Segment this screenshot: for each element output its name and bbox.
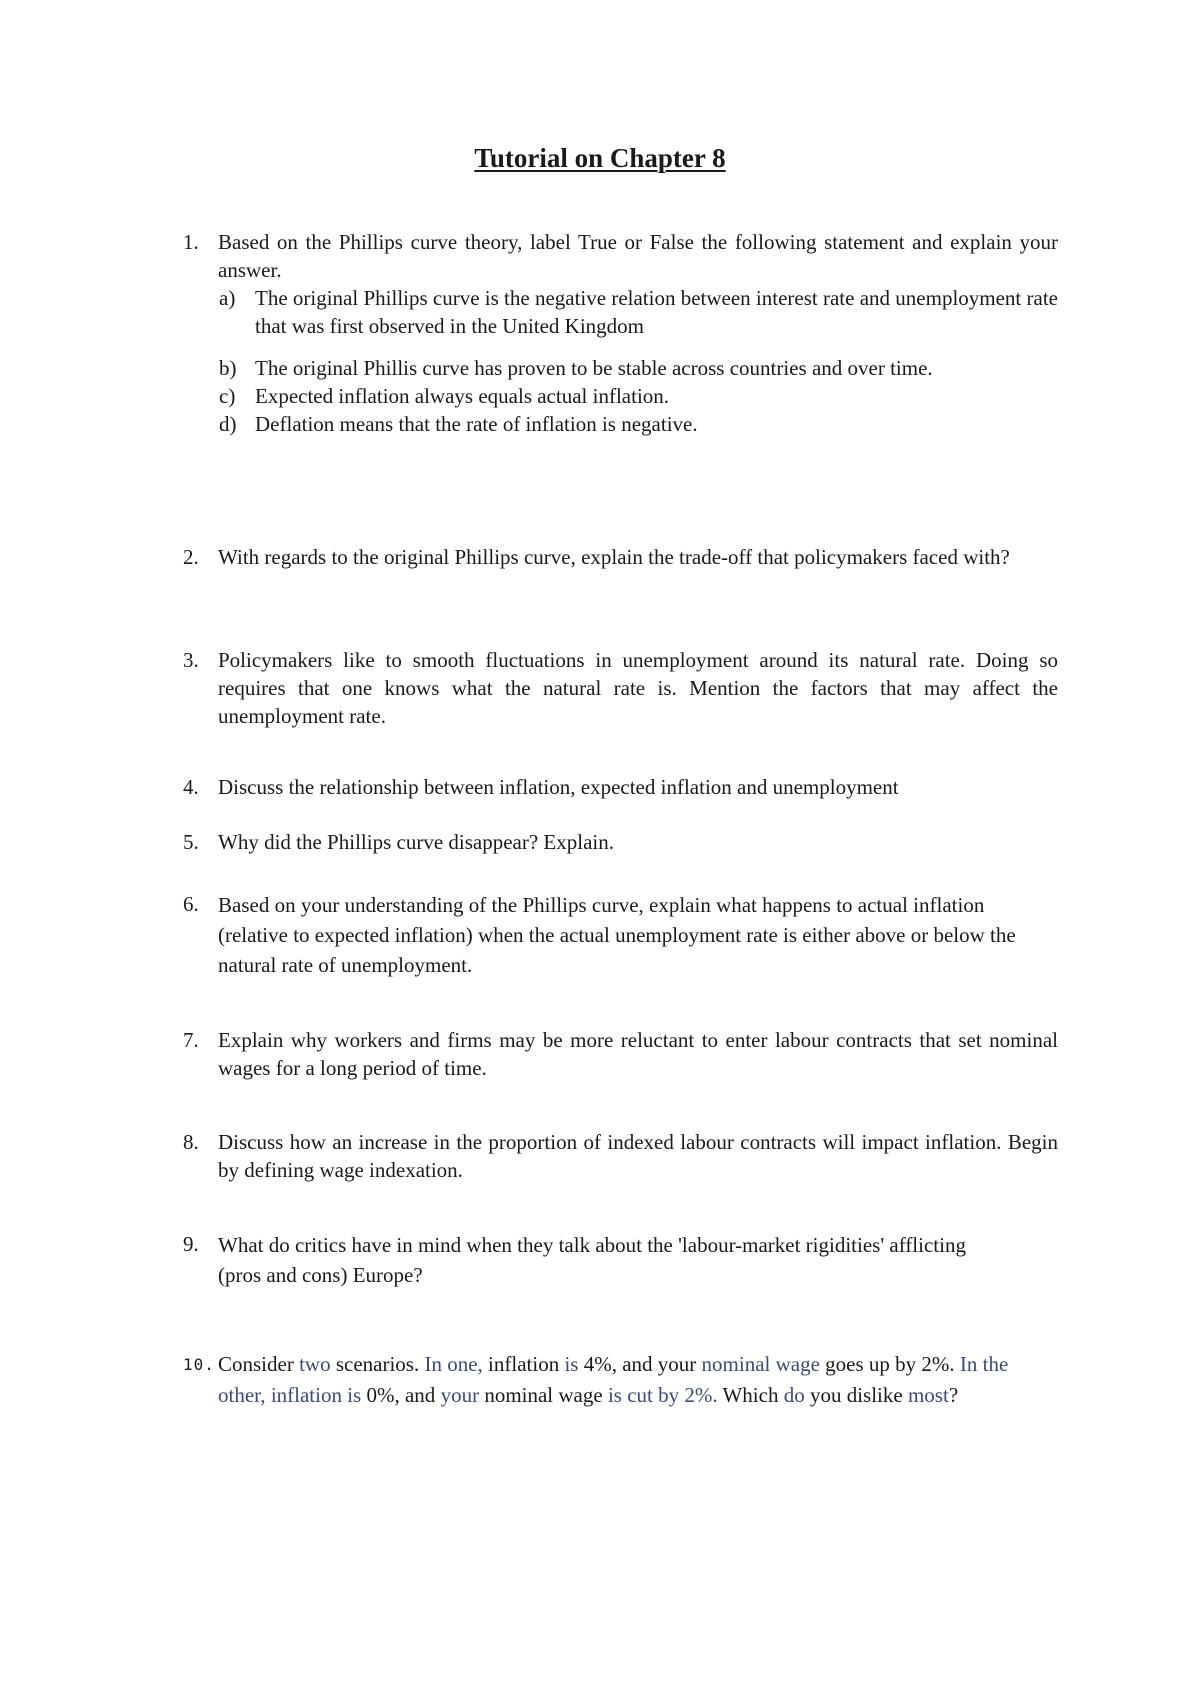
q10-part: inflation [270,1383,342,1407]
q10-part: In the other, [218,1352,1009,1407]
q10-part: two [299,1352,331,1376]
question-text: Explain why workers and firms may be more reluctant to enter labour contracts that set nominal wages for a long period of time. [218,1028,1058,1080]
q10-part: ? [948,1383,959,1407]
question-5 [183,828,1058,856]
question-4 [183,773,1058,801]
q10-part: inflation [482,1352,565,1376]
question-number: 8. [183,1130,199,1154]
question-1 [183,228,1058,438]
sub-item-label: a) [219,286,236,310]
question-6 [183,890,1043,980]
sub-item-text: The original Phillis curve has proven to be stable across countries and over time. [255,356,933,380]
q10-part: do [783,1383,805,1407]
q10-part: is [564,1352,579,1376]
question-2 [183,543,1058,571]
sub-item-b [219,354,1058,382]
q10-part: Consider [218,1352,300,1376]
sub-item-text: Deflation means that the rate of inflation is negative. [255,412,698,436]
q10-part: scenarios. [330,1352,425,1376]
question-8 [183,1128,1058,1184]
question-text: Based on the Phillips curve theory, label True or False the following statement and explain your answer. [218,230,1058,282]
question-text: Based on your understanding of the Phillips curve, explain what happens to actual inflation (relative to expected inflation) when the actual unemployment rate is either above or below the natural rate of unemployment. [218,893,1016,977]
q10-part: 4%, and your [578,1352,702,1376]
q10-part: nominal wage [701,1352,820,1376]
question-text [218,1349,1051,1411]
q10-part: 0%, and [361,1383,441,1407]
q10-part: goes up by 2%. [819,1352,960,1376]
sub-item-text: The original Phillips curve is the negative relation between interest rate and unemployment rate that was first observed in the United Kingdom [255,286,1058,338]
question-number: 3. [183,648,199,672]
question-number: 4. [183,775,199,799]
question-number: 1. [183,230,199,254]
question-text: Why did the Phillips curve disappear? Explain. [218,830,614,854]
sub-item-a [219,284,1058,340]
q10-part: your [440,1383,480,1407]
question-text: Discuss how an increase in the proportion of indexed labour contracts will impact inflation. Begin by defining wage indexation. [218,1130,1058,1182]
question-number: 7. [183,1028,199,1052]
sub-item-text: Expected inflation always equals actual inflation. [255,384,670,408]
sub-item-c [219,382,1058,410]
question-text: Discuss the relationship between inflation, expected inflation and unemployment [218,775,899,799]
q10-part: most [907,1383,949,1407]
q10-part: you dislike [804,1383,908,1407]
question-number: 5. [183,830,199,854]
sub-item-label: b) [219,356,237,380]
q10-part: is cut by 2%. [607,1383,718,1407]
question-number: 10. [183,1355,215,1374]
q10-part: nominal wage [479,1383,608,1407]
q10-part: is [347,1383,362,1407]
question-9 [183,1230,1003,1290]
question-text: Policymakers like to smooth fluctuations in unemployment around its natural rate. Doing so requires that one knows what the natural rate is. Mention the factors that may affect the unemployment rate. [218,648,1058,728]
q10-part: In one, [424,1352,483,1376]
question-number: 9. [183,1232,199,1256]
question-10 [183,1349,1051,1411]
question-text: With regards to the original Phillips curve, explain the trade-off that policymakers faced with? [218,545,1010,569]
question-number: 2. [183,545,199,569]
sub-item-d [219,410,1058,438]
sub-item-label: d) [219,412,237,436]
question-7 [183,1026,1058,1082]
q10-part: Which [717,1383,784,1407]
sub-item-label: c) [219,384,236,408]
question-text: What do critics have in mind when they talk about the 'labour-market rigidities' afflicting (pros and cons) Europe? [218,1233,966,1287]
question-number: 6. [183,892,199,916]
page-title: Tutorial on Chapter 8 [474,143,726,173]
question-3 [183,646,1058,730]
